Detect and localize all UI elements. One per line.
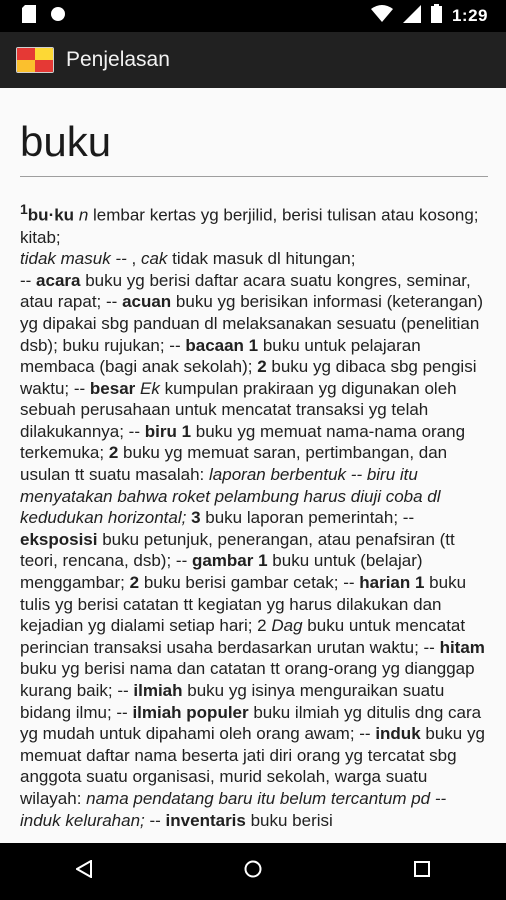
definition-segment: hitam (439, 637, 485, 657)
recents-icon (414, 861, 430, 882)
logo-quadrant (35, 60, 53, 72)
definition-segment: buku yg memuat nama-nama orang terkemuka; (20, 421, 466, 463)
divider (20, 176, 488, 177)
definition-segment: buku berisi (245, 810, 333, 830)
definition-segment: ilmiah (133, 681, 183, 701)
headword: buku (20, 118, 112, 165)
definition-segment: induk (375, 724, 421, 744)
definition-segment: cak (140, 249, 168, 269)
definition-segment: 3 (191, 508, 201, 528)
definition-segment: buku tulis yg berisi catatan tt kegiatan yg harus dilakukan dan kejadian yg dialami setiap hari; 2 (20, 573, 467, 636)
logo-quadrant (17, 60, 35, 72)
definition-segment: buku laporan pemerintah; -- (200, 508, 415, 528)
definition-segment: acara (36, 270, 81, 290)
definition-segment: buku untuk mencatat perincian transaksi usaha berdasarkan urutan waktu; -- (20, 616, 466, 657)
definition-segment: -- (20, 270, 37, 290)
definition-segment: 2 (129, 573, 140, 593)
definition-segment: buku berisi gambar cetak; -- (139, 573, 360, 593)
battery-icon (431, 4, 442, 28)
app-bar (0, 32, 506, 88)
definition-segment: bu·ku (27, 205, 75, 225)
recents-button[interactable] (372, 843, 472, 900)
home-icon (244, 860, 262, 883)
definition-segment: buku yg memuat saran, pertimbangan, dan usulan tt suatu masalah: (20, 443, 448, 485)
definition-segment: 1 (20, 201, 28, 218)
definition-segment: besar (89, 378, 136, 398)
definition-segment: kumpulan prakiraan yg digunakan oleh sebuah perusahaan untuk mencatat transaksi yg telah dilakukannya; -- (20, 378, 457, 441)
home-button[interactable] (203, 843, 303, 900)
definition-segment: lembar kertas yg berjilid, berisi tulisan atau kosong; kitab; (20, 205, 479, 247)
back-icon (76, 860, 92, 883)
definition-segment: buku untuk (belajar) menggambar; (20, 551, 423, 593)
definition-segment: buku ilmiah yg ditulis dng cara yg mudah untuk dipahami oleh orang awam; -- (20, 702, 482, 744)
app-title: Penjelasan (66, 48, 170, 71)
circle-icon (50, 6, 66, 27)
app-logo-icon (16, 47, 54, 73)
definition-segment: nama pendatang baru itu belum tercantum pd -- induk kelurahan; (20, 788, 447, 830)
definition-segment: buku yg dibaca sbg pengisi waktu; -- (20, 357, 477, 398)
definition-segment: ilmiah populer (132, 702, 249, 722)
logo-quadrant (35, 48, 53, 60)
definition-text (20, 199, 486, 831)
definition-segment: Ek (140, 378, 160, 398)
logo-quadrant (17, 48, 35, 60)
definition-segment: buku yg berisi daftar acara suatu kongres, seminar, atau rapat; -- (20, 270, 471, 312)
wifi-icon (371, 5, 393, 28)
definition-segment: acuan (122, 292, 172, 312)
definition-segment: -- (144, 810, 166, 830)
sd-card-icon (22, 5, 36, 28)
definition-segment: 2 (108, 443, 119, 463)
definition-segment: buku untuk pelajaran membaca (bagi anak sekolah); (20, 335, 421, 377)
definition-segment: buku yg berisikan informasi (keterangan) yg dipakai sbg panduan dl melaksanakan sesuatu (penelitian dsb); buku rujukan; -- (20, 292, 484, 355)
definition-segment: buku yg memuat daftar nama beserta jati diri orang yg tercatat sbg anggota suatu organisasi, murid sekolah, warga suatu wilayah: (20, 724, 485, 808)
status-bar (0, 0, 506, 32)
definition-segment: 2 (257, 357, 267, 377)
definition-segment: buku yg isinya menguraikan suatu bidang ilmu; -- (20, 681, 445, 722)
definition-segment: Dag (271, 616, 303, 636)
navigation-bar (0, 843, 506, 900)
definition-segment: inventaris (165, 810, 246, 830)
definition-segment: eksposisi (20, 529, 98, 549)
definition-segment: bacaan 1 (185, 335, 259, 355)
definition-scroll-area[interactable] (0, 88, 506, 843)
definition-segment: harian 1 (359, 573, 425, 593)
definition-segment: , (131, 249, 141, 269)
definition-segment: n (78, 205, 89, 225)
definition-segment: laporan berbentuk -- biru itu menyatakan bahwa roket pelambung harus diuji coba dl kedudukan horizontal; (20, 465, 441, 528)
definition-segment: buku petunjuk, penerangan, atau penafsiran (tt teori, rencana, dsb); -- (20, 529, 455, 571)
signal-icon (403, 5, 421, 28)
definition-segment: biru 1 (144, 421, 192, 441)
definition-segment: gambar 1 (191, 551, 268, 571)
definition-segment: buku yg berisi nama dan catatan tt orang-orang yg dianggap kurang baik; -- (20, 659, 475, 701)
status-time: 1:29 (451, 6, 488, 25)
definition-segment: tidak masuk dl hitungan; (167, 249, 356, 269)
definition-segment: tidak masuk -- (20, 249, 132, 269)
back-button[interactable] (34, 843, 134, 900)
